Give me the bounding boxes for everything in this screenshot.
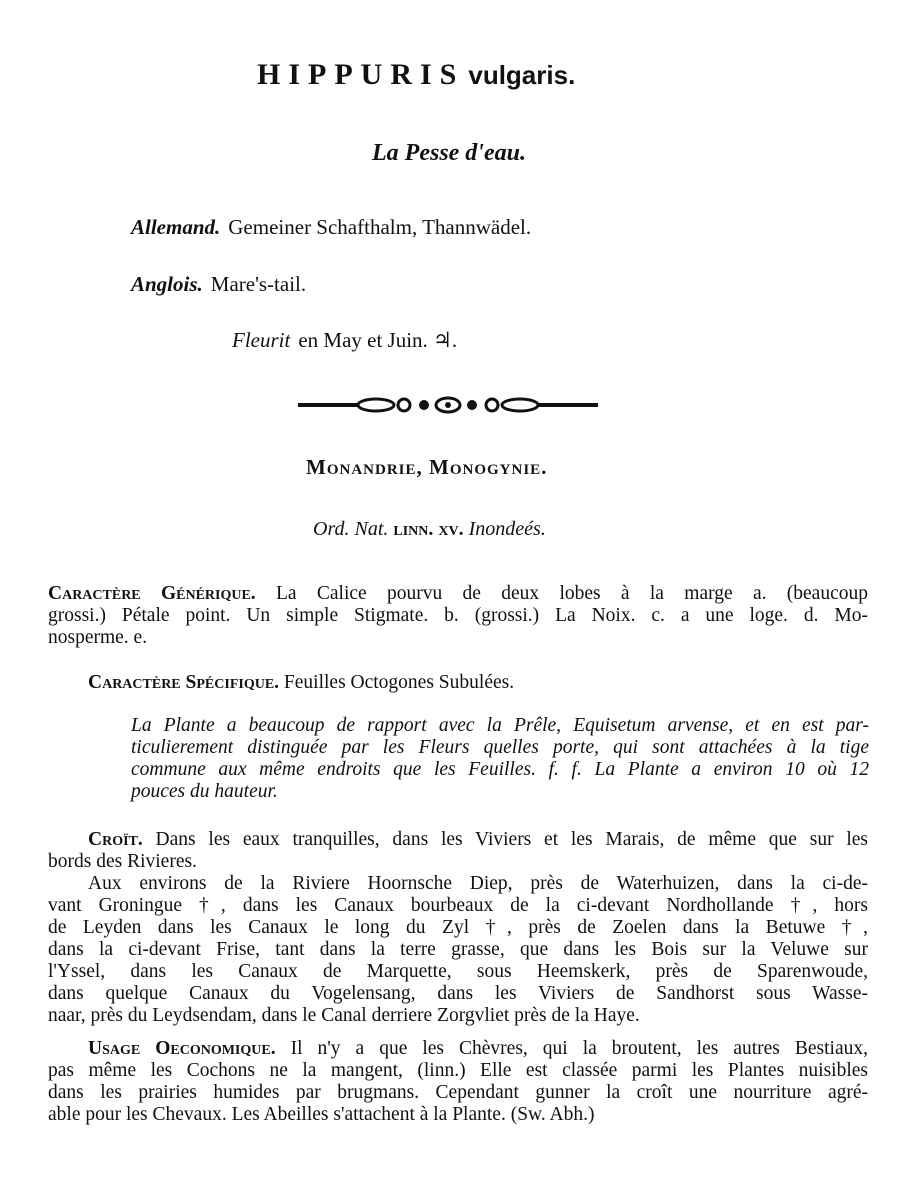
description-paragraph bbox=[131, 715, 869, 803]
generic-character-paragraph bbox=[48, 583, 868, 649]
generic-label: Caractère Générique. bbox=[48, 583, 256, 604]
text-line: Caractère Générique. La Calice pourvu de deux lobes à la marge a. (beaucoup bbox=[48, 583, 868, 604]
usage-paragraph bbox=[48, 1038, 868, 1126]
usage-label: Usage Oeconomique. bbox=[88, 1038, 276, 1059]
text-line: dans quelque Canaux du Vogelensang, dans les Viviers de Sandhorst sous Wasse- bbox=[48, 983, 868, 1004]
text-line: nosperme. e. bbox=[48, 627, 148, 648]
english-name: Mare's-tail. bbox=[210, 272, 307, 296]
text-line: La Plante a beaucoup de rapport avec la Prêle, Equisetum arvense, et en est par- bbox=[131, 715, 869, 736]
german-name: Gemeiner Schafthalm, Thannwädel. bbox=[228, 215, 532, 239]
ordo-name: Inondeés. bbox=[468, 518, 546, 540]
text-line: pas même les Cochons ne la mangent, (linn.) Elle est classée parmi les Plantes nuisibles bbox=[48, 1060, 868, 1081]
linnaean-class: Monandrie, Monogynie. bbox=[306, 455, 548, 479]
specific-label: Caractère Spécifique. bbox=[88, 672, 280, 693]
english-name-row bbox=[131, 272, 306, 297]
text-line: l'Yssel, dans les Canaux de Marquette, sous Heemskerk, près de Sparenwoude, bbox=[48, 961, 868, 982]
species-name: vulgaris. bbox=[468, 60, 576, 90]
natural-order bbox=[313, 518, 546, 541]
vernacular-name: La Pesse d'eau. bbox=[372, 140, 526, 166]
text-line: Aux environs de la Riviere Hoornsche Diep, près de Waterhuizen, dans la ci-de- bbox=[88, 873, 868, 894]
text-line: able pour les Chevaux. Les Abeilles s'attachent à la Plante. (Sw. Abh.) bbox=[48, 1104, 595, 1125]
text-line: de Leyden dans les Canaux le long du Zyl †, près de Zoelen dans la Betuwe †, bbox=[48, 917, 868, 938]
german-label: Allemand. bbox=[131, 215, 221, 239]
text-line: commune aux même endroits que les Feuilles. f. f. La Plante a environ 10 où 12 bbox=[131, 759, 869, 780]
flowering-text: en May et Juin. ♃. bbox=[298, 328, 458, 352]
text-line: Usage Oeconomique. Il n'y a que les Chèvres, qui la broutent, les autres Bestiaux, bbox=[88, 1038, 869, 1059]
flowering-label: Fleurit bbox=[232, 328, 291, 352]
text-line: dans les prairies humides par brugmans. Cependant gunner la croît une nourriture agré- bbox=[48, 1082, 868, 1103]
text-line: naar, près du Leydsendam, dans le Canal derriere Zorgvliet près de la Haye. bbox=[48, 1005, 640, 1026]
english-label: Anglois. bbox=[131, 272, 203, 296]
page-title bbox=[257, 58, 575, 92]
text-line: pouces du hauteur. bbox=[131, 781, 278, 802]
text-line: dans la ci-devant Frise, tant dans la terre grasse, que dans les Bois sur la Veluwe sur bbox=[48, 939, 868, 960]
flowering-row bbox=[232, 328, 457, 353]
ordo-linn: linn. xv. bbox=[393, 518, 464, 540]
text-line: vant Groningue †, dans les Canaux bourbeaux de la ci-devant Nordhollande †, hors bbox=[48, 895, 868, 916]
specific-character-paragraph bbox=[88, 672, 514, 694]
text-line: Croït. Dans les eaux tranquilles, dans les Viviers et les Marais, de même que sur les bbox=[88, 829, 869, 850]
habitat-paragraph bbox=[48, 829, 868, 1027]
genus-name: HIPPURIS bbox=[257, 58, 465, 91]
text-line: grossi.) Pétale point. Un simple Stigmate. b. (grossi.) La Noix. c. a une loge. d. Mo- bbox=[48, 605, 868, 626]
text-line: ticulierement distinguée par les Fleurs quelles porte, qui sont attachées à la tige bbox=[131, 737, 869, 758]
specific-text: Feuilles Octogones Subulées. bbox=[283, 672, 515, 693]
text-line: bords des Rivieres. bbox=[48, 851, 197, 872]
ornamental-rule-icon bbox=[298, 393, 598, 417]
ordo-prefix: Ord. Nat. bbox=[313, 518, 389, 540]
habitat-label: Croït. bbox=[88, 829, 143, 850]
german-name-row bbox=[131, 215, 531, 240]
